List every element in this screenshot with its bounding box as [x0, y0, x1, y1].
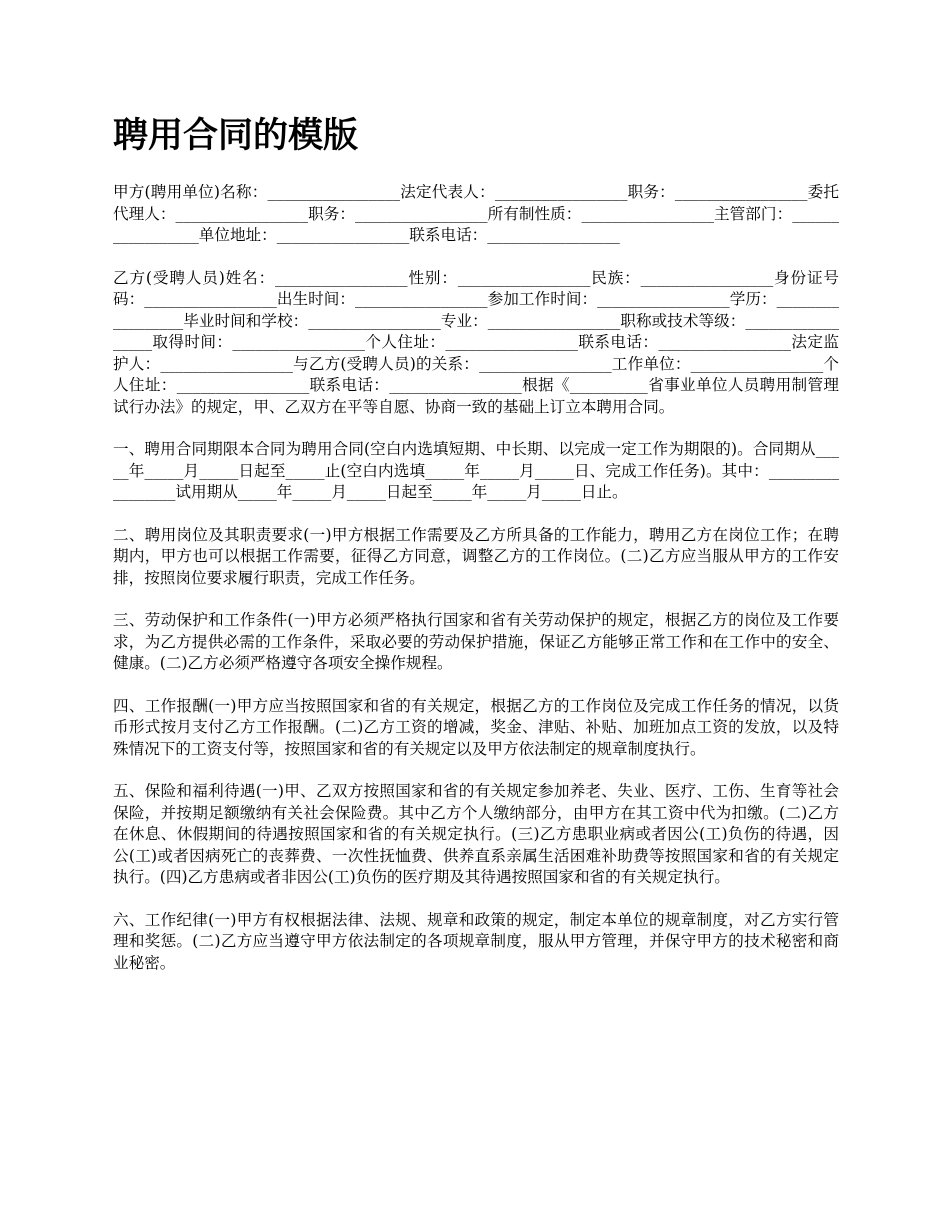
clause-5-insurance-benefits: 五、保险和福利待遇(一)甲、乙双方按照国家和省的有关规定参加养老、失业、医疗、工伤、生育等社会保险，并按期足额缴纳有关社会保险费。其中乙方个人缴纳部分，由甲方在其工资中代为扣缴。(二)乙方在休息、休假期间的待遇按照国家和省的有关规定执行。(三)乙方患职业病或者因公(工)负伤的待遇，因公(工)或者因病死亡的丧葬费、一次性抚恤费、供养直系亲属生活困难补助费等按照国家和省的有关规定执行。(四)乙方患病或者非因公(工)负伤的医疗期及其待遇按照国家和省的有关规定执行。	[113, 782, 839, 886]
clause-6-work-discipline: 六、工作纪律(一)甲方有权根据法律、法规、规章和政策的规定，制定本单位的规章制度，对乙方实行管理和奖惩。(二)乙方应当遵守甲方依法制定的各项规章制度，服从甲方管理，并保守甲方的技术秘密和商业秘密。	[113, 910, 839, 972]
clause-2-position-duties: 二、聘用岗位及其职责要求(一)甲方根据工作需要及乙方所具备的工作能力，聘用乙方在岗位工作；在聘期内，甲方也可以根据工作需要，征得乙方同意，调整乙方的工作岗位。(二)乙方应当服从甲方的工作安排，按照岗位要求履行职责，完成工作任务。	[113, 525, 839, 587]
clause-4-compensation: 四、工作报酬(一)甲方应当按照国家和省的有关规定，根据乙方的工作岗位及完成工作任务的情况，以货币形式按月支付乙方工作报酬。(二)乙方工资的增减，奖金、津贴、补贴、加班加点工资的发放，以及特殊情况下的工资支付等，按照国家和省的有关规定以及甲方依法制定的规章制度执行。	[113, 696, 839, 758]
clause-3-labor-protection: 三、劳动保护和工作条件(一)甲方必须严格执行国家和省有关劳动保护的规定，根据乙方的岗位及工作要求，为乙方提供必需的工作条件，采取必要的劳动保护措施，保证乙方能够正常工作和在工作中的安全、健康。(二)乙方必须严格遵守各项安全操作规程。	[113, 611, 839, 672]
document-title: 聘用合同的模版	[113, 115, 359, 156]
party-b-info-paragraph: 乙方(受聘人员)姓名：_________________性别：_________________民族：_________________身份证号码：_________________出生时间：_________________参加工作时间：_________________学历：_________________毕业时间和学校：_________________专业：_________________职称或技术等级：_________________取得时间：_________________个人住址：_________________联系电话：_________________法定监护人：_________________与乙方(受聘人员)的关系：_________________工作单位：_________________个人住址：_________________联系电话：_________________根据《__________省事业单位人员聘用制管理试行办法》的规定，甲、乙双方在平等自愿、协商一致的基础上订立本聘用合同。	[113, 268, 839, 416]
party-a-info-paragraph: 甲方(聘用单位)名称：_________________法定代表人：_________________职务：_________________委托代理人：_________________职务：_________________所有制性质：_________________主管部门：_________________单位地址：_________________联系电话：_________________	[113, 183, 839, 244]
contract-document	[113, 112, 839, 995]
clause-1-contract-term: 一、聘用合同期限本合同为聘用合同(空白内选填短期、中长期、以完成一定工作为期限的)。合同期从_____年_____月_____日起至_____止(空白内选填_____年_____月_____日、完成工作任务)。其中：_________________试用期从_____年_____月_____日起至_____年_____月_____日止。	[113, 440, 839, 501]
